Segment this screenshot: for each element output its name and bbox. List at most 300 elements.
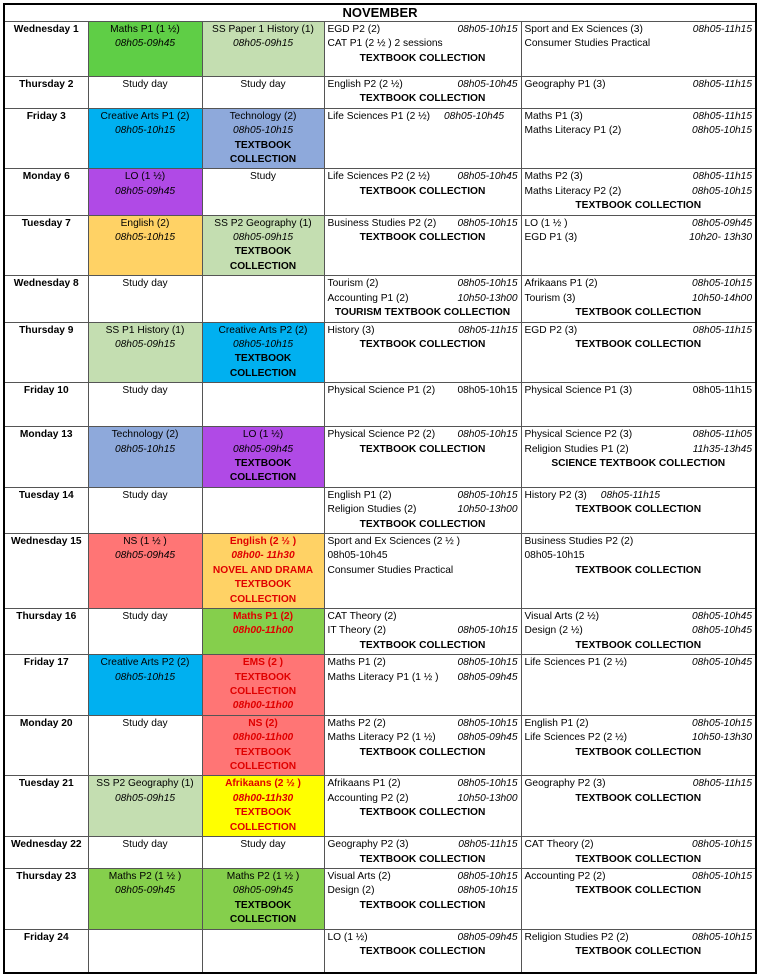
exam-entry bbox=[328, 23, 518, 37]
exam-entry bbox=[328, 838, 518, 852]
exam-subject: Sport and Ex Sciences (3) bbox=[524, 24, 643, 35]
senior-exam-cell bbox=[324, 383, 521, 427]
exam-entry bbox=[328, 503, 518, 517]
exam-subject: Physical Science P2 (3) bbox=[524, 429, 633, 441]
exam-time: 08h05-10h45 bbox=[691, 625, 753, 637]
timetable-row bbox=[4, 715, 756, 776]
junior-exam-cell bbox=[88, 276, 202, 322]
collection-note: TEXTBOOK COLLECTION bbox=[359, 807, 486, 819]
exam-text: Sport and Ex Sciences (2 ½ ) bbox=[327, 535, 461, 547]
exam-entry bbox=[525, 78, 753, 92]
timetable-row bbox=[4, 427, 756, 488]
day-label: Monday 20 bbox=[4, 715, 88, 776]
collection-note: TEXTBOOK COLLECTION bbox=[359, 185, 486, 197]
junior-exam-cell bbox=[88, 169, 202, 215]
exam-subject: Geography P2 (3) bbox=[327, 839, 409, 851]
exam-text: Study day bbox=[240, 839, 286, 851]
exam-text: 08h05-09h45 bbox=[232, 885, 294, 897]
exam-time: 08h05-10h15 bbox=[691, 185, 753, 197]
exam-entry bbox=[328, 384, 518, 398]
exam-text: Study day bbox=[122, 79, 168, 90]
exam-subject: English P1 (2) bbox=[327, 489, 392, 501]
exam-text: SS P1 History (1) bbox=[105, 324, 185, 336]
exam-text: LO (1 ½) bbox=[124, 171, 166, 183]
exam-text: Consumer Studies Practical bbox=[524, 38, 651, 50]
day-label: Thursday 9 bbox=[4, 322, 88, 383]
collection-note: Maths P1 (2) bbox=[232, 611, 293, 622]
senior-exam-cell bbox=[521, 383, 756, 427]
junior-exam-cell bbox=[202, 77, 324, 109]
exam-subject: Maths P2 (2) bbox=[327, 717, 386, 729]
collection-note: COLLECTION bbox=[229, 472, 297, 484]
exam-time: 08h05-11h15 bbox=[458, 839, 518, 851]
timetable-row bbox=[4, 215, 756, 276]
junior-exam-cell bbox=[88, 715, 202, 776]
senior-exam-cell bbox=[324, 776, 521, 837]
exam-text: Study bbox=[249, 171, 277, 183]
exam-entry bbox=[328, 78, 518, 92]
timetable-row bbox=[4, 383, 756, 427]
exam-time: 08h05-09h45 bbox=[691, 217, 753, 229]
timetable-row bbox=[4, 929, 756, 973]
exam-entry bbox=[525, 292, 753, 306]
exam-text: Business Studies P2 (2) bbox=[524, 535, 634, 547]
exam-entry bbox=[328, 170, 518, 184]
exam-time: 10h50-13h00 bbox=[457, 792, 518, 804]
senior-exam-cell bbox=[324, 427, 521, 488]
exam-time: 08h05-11h15 bbox=[692, 778, 753, 790]
exam-time: 08h05-10h15 bbox=[457, 870, 518, 882]
exam-time: 08h05-11h15 bbox=[692, 24, 753, 35]
exam-time: 10h50-14h00 bbox=[691, 292, 753, 304]
exam-subject: Physical Science P1 (3) bbox=[524, 385, 633, 397]
exam-subject: Physical Science P1 (2) bbox=[327, 385, 436, 397]
collection-note: TEXTBOOK bbox=[234, 579, 292, 591]
junior-exam-cell bbox=[202, 868, 324, 929]
exam-text: Creative Arts P2 (2) bbox=[218, 324, 308, 336]
junior-exam-cell bbox=[88, 533, 202, 608]
exam-entry bbox=[525, 277, 753, 291]
timetable-row bbox=[4, 276, 756, 322]
exam-entry bbox=[525, 870, 753, 884]
collection-note: COLLECTION bbox=[229, 593, 297, 605]
exam-entry bbox=[328, 731, 518, 745]
junior-exam-cell bbox=[202, 533, 324, 608]
exam-subject: Maths Literacy P2 (2) bbox=[524, 185, 622, 197]
exam-time: 08h05-11h05 bbox=[692, 429, 753, 441]
exam-text: Maths P2 (1 ½ ) bbox=[108, 870, 182, 882]
collection-note: TEXTBOOK COLLECTION bbox=[359, 853, 486, 865]
exam-subject: Geography P1 (3) bbox=[524, 79, 606, 90]
senior-exam-cell bbox=[521, 929, 756, 973]
exam-text: 08h05-09h15 bbox=[114, 792, 176, 804]
senior-exam-cell bbox=[521, 837, 756, 869]
exam-entry bbox=[328, 870, 518, 884]
collection-note: TOURISM TEXTBOOK COLLECTION bbox=[334, 307, 511, 319]
exam-time: 08h05-10h15 bbox=[691, 839, 753, 851]
exam-entry bbox=[328, 489, 518, 503]
exam-entry bbox=[525, 110, 753, 124]
exam-entry bbox=[328, 884, 518, 898]
collection-note: NOVEL AND DRAMA bbox=[212, 564, 314, 576]
senior-exam-cell bbox=[324, 108, 521, 169]
collection-note: TEXTBOOK COLLECTION bbox=[359, 899, 486, 911]
senior-exam-cell bbox=[521, 22, 756, 77]
senior-exam-cell bbox=[324, 22, 521, 77]
exam-entry bbox=[328, 777, 518, 791]
collection-note: TEXTBOOK COLLECTION bbox=[359, 518, 486, 530]
exam-time: 11h35-13h45 bbox=[692, 443, 753, 455]
exam-entry bbox=[328, 624, 518, 638]
senior-exam-cell bbox=[324, 322, 521, 383]
collection-note: TEXTBOOK COLLECTION bbox=[575, 200, 702, 212]
junior-exam-cell bbox=[202, 487, 324, 533]
timetable-row bbox=[4, 487, 756, 533]
senior-exam-cell bbox=[521, 77, 756, 109]
exam-text: 08h05-09h15 bbox=[114, 338, 176, 350]
junior-exam-cell bbox=[88, 609, 202, 655]
exam-time: 08h05-10h15 bbox=[457, 429, 518, 441]
junior-exam-cell bbox=[202, 715, 324, 776]
collection-note: COLLECTION bbox=[229, 260, 297, 272]
exam-time: 08h05-09h45 bbox=[457, 931, 518, 943]
exam-time: 08h05-10h15 bbox=[691, 278, 753, 290]
exam-subject: LO (1 ½) bbox=[327, 931, 368, 943]
collection-note: COLLECTION bbox=[229, 914, 297, 926]
timetable-row bbox=[4, 837, 756, 869]
senior-exam-cell bbox=[324, 929, 521, 973]
exam-time: 08h05-10h45 bbox=[444, 110, 505, 122]
exam-time: 08h05-10h45 bbox=[457, 171, 518, 183]
timetable-row bbox=[4, 655, 756, 716]
exam-time: 08h05-11h15 bbox=[458, 324, 518, 336]
timetable-row bbox=[4, 22, 756, 77]
exam-text: 08h05-09h45 bbox=[232, 443, 294, 455]
exam-text: Consumer Studies Practical bbox=[327, 564, 454, 576]
exam-text: Study day bbox=[240, 79, 286, 90]
exam-subject: Afrikaans P1 (2) bbox=[524, 278, 598, 290]
timetable-row bbox=[4, 322, 756, 383]
day-label: Tuesday 7 bbox=[4, 215, 88, 276]
collection-note: TEXTBOOK COLLECTION bbox=[359, 52, 486, 64]
exam-text: CAT P1 (2 ½ ) 2 sessions bbox=[327, 38, 443, 50]
exam-subject: Geography P2 (3) bbox=[524, 778, 606, 790]
exam-subject: Religion Studies P2 (2) bbox=[524, 931, 629, 943]
day-label: Monday 13 bbox=[4, 427, 88, 488]
exam-time: 08h05-09h45 bbox=[457, 671, 518, 683]
junior-exam-cell bbox=[202, 108, 324, 169]
exam-subject: English P2 (2 ½) bbox=[327, 79, 403, 90]
exam-subject: Design (2) bbox=[327, 885, 375, 897]
senior-exam-cell bbox=[324, 215, 521, 276]
day-label: Wednesday 15 bbox=[4, 533, 88, 608]
exam-entry bbox=[328, 217, 518, 231]
senior-exam-cell bbox=[324, 276, 521, 322]
exam-time: 10h50-13h30 bbox=[691, 732, 753, 744]
collection-note: TEXTBOOK bbox=[234, 671, 292, 683]
day-label: Thursday 16 bbox=[4, 609, 88, 655]
collection-note: Afrikaans (2 ½ ) bbox=[225, 778, 301, 790]
senior-exam-cell bbox=[521, 715, 756, 776]
junior-exam-cell bbox=[88, 108, 202, 169]
exam-entry bbox=[328, 277, 518, 291]
collection-note: 08h00-11h30 bbox=[232, 792, 294, 804]
exam-time: 10h50-13h00 bbox=[457, 504, 518, 516]
senior-exam-cell bbox=[521, 868, 756, 929]
exam-entry bbox=[525, 23, 753, 37]
exam-time: 08h05-10h15 bbox=[457, 657, 518, 669]
exam-entry bbox=[525, 384, 753, 398]
junior-exam-cell bbox=[88, 215, 202, 276]
exam-text: SS P2 Geography (1) bbox=[96, 778, 194, 790]
exam-text: CAT Theory (2) bbox=[327, 611, 397, 622]
senior-exam-cell bbox=[324, 715, 521, 776]
timetable-row bbox=[4, 868, 756, 929]
day-label: Tuesday 21 bbox=[4, 776, 88, 837]
exam-entry bbox=[525, 185, 753, 199]
exam-time: 08h05-10h15 bbox=[457, 778, 518, 790]
exam-text: Creative Arts P2 (2) bbox=[100, 657, 190, 669]
exam-text: English (2) bbox=[120, 217, 170, 229]
collection-note: 08h00-11h00 bbox=[232, 700, 294, 712]
exam-subject: CAT Theory (2) bbox=[524, 839, 594, 851]
junior-exam-cell bbox=[202, 322, 324, 383]
junior-exam-cell bbox=[202, 837, 324, 869]
exam-text: 08h05-10h15 bbox=[114, 232, 176, 244]
exam-time: 08h05-10h15 bbox=[457, 217, 518, 229]
collection-note: TEXTBOOK COLLECTION bbox=[575, 504, 702, 516]
exam-subject: EGD P1 (3) bbox=[524, 232, 578, 244]
exam-subject: Tourism (2) bbox=[327, 278, 379, 290]
exam-time: 08h05-09h45 bbox=[457, 732, 518, 744]
exam-time: 08h05-10h45 bbox=[691, 611, 753, 622]
senior-exam-cell bbox=[521, 215, 756, 276]
exam-subject: Life Sciences P2 (2 ½) bbox=[524, 732, 627, 744]
collection-note: TEXTBOOK COLLECTION bbox=[575, 307, 702, 319]
exam-entry bbox=[328, 792, 518, 806]
junior-exam-cell bbox=[202, 383, 324, 427]
exam-entry bbox=[525, 731, 753, 745]
collection-note: COLLECTION bbox=[229, 761, 297, 773]
exam-text: 08h05-10h15 bbox=[114, 443, 176, 455]
exam-subject: Tourism (3) bbox=[524, 292, 576, 304]
day-label: Thursday 2 bbox=[4, 77, 88, 109]
day-label: Friday 10 bbox=[4, 383, 88, 427]
exam-subject: Life Sciences P1 (2 ½) bbox=[524, 657, 627, 669]
collection-note: TEXTBOOK COLLECTION bbox=[359, 945, 486, 957]
exam-text: 08h05-10h15 bbox=[232, 125, 294, 137]
day-label: Wednesday 22 bbox=[4, 837, 88, 869]
day-label: Monday 6 bbox=[4, 169, 88, 215]
exam-time: 08h05-10h15 bbox=[457, 278, 518, 290]
collection-note: SCIENCE TEXTBOOK COLLECTION bbox=[551, 457, 726, 469]
exam-entry bbox=[328, 671, 518, 685]
senior-exam-cell bbox=[521, 108, 756, 169]
exam-text: Study day bbox=[122, 385, 168, 397]
exam-time: 08h05-10h15 bbox=[457, 625, 518, 637]
exam-text: Study day bbox=[122, 611, 168, 622]
exam-time: 08h05-11h15 bbox=[692, 385, 753, 397]
junior-exam-cell bbox=[88, 322, 202, 383]
exam-subject: Visual Arts (2) bbox=[327, 870, 391, 882]
senior-exam-cell bbox=[521, 533, 756, 608]
day-label: Thursday 23 bbox=[4, 868, 88, 929]
exam-entry bbox=[525, 124, 753, 138]
senior-exam-cell bbox=[521, 276, 756, 322]
exam-entry bbox=[525, 217, 753, 231]
exam-subject: EGD P2 (3) bbox=[524, 324, 578, 336]
exam-text: 08h05-09h15 bbox=[232, 38, 294, 50]
junior-exam-cell bbox=[88, 427, 202, 488]
exam-entry bbox=[328, 656, 518, 670]
exam-time: 08h05-11h15 bbox=[600, 489, 661, 501]
exam-subject: English P1 (2) bbox=[524, 717, 589, 729]
exam-entry bbox=[525, 231, 753, 245]
exam-text: 08h05-09h45 bbox=[114, 38, 176, 50]
exam-text: Technology (2) bbox=[229, 110, 297, 122]
collection-note: COLLECTION bbox=[229, 154, 297, 166]
junior-exam-cell bbox=[88, 655, 202, 716]
timetable-row bbox=[4, 776, 756, 837]
exam-time: 08h05-10h15 bbox=[691, 717, 753, 729]
collection-note: TEXTBOOK bbox=[234, 899, 292, 911]
junior-exam-cell bbox=[202, 169, 324, 215]
exam-subject: Life Sciences P1 (2 ½) bbox=[327, 110, 430, 122]
day-label: Friday 3 bbox=[4, 108, 88, 169]
collection-note: TEXTBOOK COLLECTION bbox=[359, 338, 486, 350]
senior-exam-cell bbox=[324, 169, 521, 215]
exam-text: Maths P1 (1 ½) bbox=[110, 24, 180, 35]
collection-note: TEXTBOOK COLLECTION bbox=[359, 232, 486, 244]
junior-exam-cell bbox=[88, 929, 202, 973]
senior-exam-cell bbox=[324, 533, 521, 608]
junior-exam-cell bbox=[88, 77, 202, 109]
exam-timetable bbox=[3, 3, 757, 974]
exam-text: 08h05-10h45 bbox=[327, 550, 388, 562]
exam-subject: Design (2 ½) bbox=[524, 625, 583, 637]
exam-time: 08h05-11h15 bbox=[692, 79, 753, 90]
collection-note: 08h00- 11h30 bbox=[231, 550, 295, 562]
collection-note: TEXTBOOK COLLECTION bbox=[359, 746, 486, 758]
exam-subject: History P2 (3) bbox=[524, 489, 587, 501]
exam-subject: Physical Science P2 (2) bbox=[327, 429, 436, 441]
exam-entry bbox=[525, 717, 753, 731]
junior-exam-cell bbox=[202, 427, 324, 488]
collection-note: COLLECTION bbox=[229, 821, 297, 833]
collection-note: TEXTBOOK COLLECTION bbox=[359, 639, 486, 651]
exam-subject: Accounting P2 (2) bbox=[524, 870, 606, 882]
collection-note: TEXTBOOK COLLECTION bbox=[575, 945, 702, 957]
day-label: Friday 24 bbox=[4, 929, 88, 973]
exam-entry bbox=[328, 717, 518, 731]
exam-text: 08h05-09h45 bbox=[114, 885, 176, 897]
junior-exam-cell bbox=[202, 929, 324, 973]
exam-text: 08h05-10h15 bbox=[232, 338, 294, 350]
collection-note: 08h00-11h00 bbox=[232, 732, 294, 744]
exam-time: 08h05-10h15 bbox=[691, 125, 753, 137]
exam-subject: Afrikaans P1 (2) bbox=[327, 778, 401, 790]
exam-entry bbox=[525, 931, 753, 945]
collection-note: 08h00-11h00 bbox=[232, 625, 294, 637]
junior-exam-cell bbox=[88, 22, 202, 77]
exam-text: 08h05-10h15 bbox=[114, 125, 176, 137]
exam-subject: Maths Literacy P1 (2) bbox=[524, 125, 622, 137]
exam-subject: Accounting P2 (2) bbox=[327, 792, 409, 804]
senior-exam-cell bbox=[324, 77, 521, 109]
exam-text: Maths P2 (1 ½ ) bbox=[226, 870, 300, 882]
exam-subject: Religion Studies P1 (2) bbox=[524, 443, 629, 455]
exam-time: 08h05-10h45 bbox=[691, 657, 753, 669]
month-title: NOVEMBER bbox=[4, 4, 756, 22]
junior-exam-cell bbox=[202, 215, 324, 276]
exam-text: Study day bbox=[122, 717, 168, 729]
exam-time: 08h05-11h15 bbox=[692, 171, 753, 183]
exam-text: 08h05-09h45 bbox=[114, 550, 176, 562]
exam-text: Study day bbox=[122, 489, 168, 501]
collection-note: NS (2) bbox=[248, 717, 278, 729]
junior-exam-cell bbox=[202, 776, 324, 837]
exam-text: LO (1 ½) bbox=[242, 429, 284, 441]
collection-note: TEXTBOOK COLLECTION bbox=[575, 639, 702, 651]
exam-text: Study day bbox=[122, 839, 168, 851]
exam-text: SS P2 Geography (1) bbox=[214, 217, 312, 229]
senior-exam-cell bbox=[521, 427, 756, 488]
collection-note: TEXTBOOK bbox=[234, 746, 292, 758]
timetable-body bbox=[4, 22, 756, 974]
exam-entry bbox=[525, 443, 753, 457]
exam-subject: Religion Studies (2) bbox=[327, 504, 417, 516]
day-label: Wednesday 1 bbox=[4, 22, 88, 77]
timetable-row bbox=[4, 108, 756, 169]
day-label: Wednesday 8 bbox=[4, 276, 88, 322]
exam-entry bbox=[328, 110, 518, 124]
senior-exam-cell bbox=[324, 609, 521, 655]
exam-text: Study day bbox=[122, 278, 168, 290]
exam-time: 08h05-10h15 bbox=[457, 717, 518, 729]
collection-note: TEXTBOOK COLLECTION bbox=[575, 564, 702, 576]
exam-entry bbox=[525, 838, 753, 852]
exam-time: 08h05-10h45 bbox=[457, 79, 518, 90]
exam-text: NS (1 ½ ) bbox=[123, 535, 167, 547]
senior-exam-cell bbox=[521, 169, 756, 215]
exam-time: 08h05-11h15 bbox=[692, 324, 753, 336]
exam-time: 08h05-11h15 bbox=[692, 110, 753, 122]
exam-subject: Accounting P1 (2) bbox=[327, 292, 409, 304]
exam-text: Creative Arts P1 (2) bbox=[100, 110, 190, 122]
collection-note: TEXTBOOK COLLECTION bbox=[359, 443, 486, 455]
day-label: Tuesday 14 bbox=[4, 487, 88, 533]
collection-note: TEXTBOOK bbox=[234, 353, 292, 365]
exam-time: 08h05-10h15 bbox=[457, 385, 518, 397]
exam-subject: Visual Arts (2 ½) bbox=[524, 611, 600, 622]
collection-note: TEXTBOOK bbox=[234, 139, 292, 151]
junior-exam-cell bbox=[88, 868, 202, 929]
exam-entry bbox=[525, 610, 753, 624]
collection-note: TEXTBOOK COLLECTION bbox=[575, 338, 702, 350]
timetable-row bbox=[4, 77, 756, 109]
exam-entry bbox=[525, 324, 753, 338]
senior-exam-cell bbox=[324, 868, 521, 929]
exam-subject: LO (1 ½ ) bbox=[524, 217, 568, 229]
exam-text: SS Paper 1 History (1) bbox=[212, 24, 314, 35]
junior-exam-cell bbox=[202, 655, 324, 716]
exam-entry bbox=[328, 292, 518, 306]
exam-entry bbox=[525, 428, 753, 442]
collection-note: TEXTBOOK COLLECTION bbox=[575, 853, 702, 865]
timetable-row bbox=[4, 533, 756, 608]
exam-time: 08h05-10h15 bbox=[457, 24, 518, 35]
collection-note: COLLECTION bbox=[229, 367, 297, 379]
